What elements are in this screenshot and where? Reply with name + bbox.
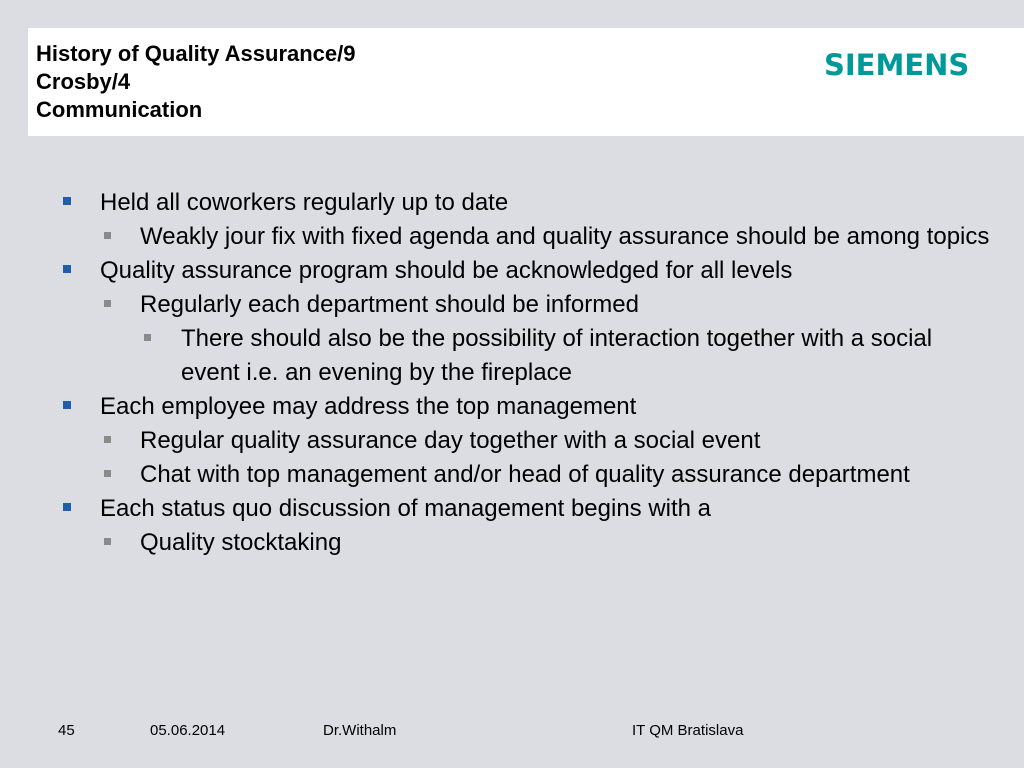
bullet-list (60, 186, 990, 560)
title-line-2: Crosby/4 (36, 69, 131, 94)
bullet-square-icon (144, 334, 151, 341)
sub-bullet-item (60, 526, 990, 560)
sub-bullet-item (60, 424, 990, 458)
slide-header (28, 28, 1024, 136)
title-line-1: History of Quality Assurance/9 (36, 41, 356, 66)
bullet-square-icon (104, 436, 111, 443)
bullet-text: Held all coworkers regularly up to date (100, 189, 509, 216)
bullet-item (60, 492, 990, 526)
sub-bullet-item (60, 220, 990, 254)
footer-date: 05.06.2014 (150, 722, 226, 739)
bullet-text: Weakly jour fix with fixed agenda and quality assurance should be among topics (140, 223, 990, 250)
bullet-square-icon (104, 470, 111, 477)
bullet-square-icon (104, 538, 111, 545)
bullet-text: There should also be the possibility of interaction together with a social event i.e. an evening by the fireplace (181, 325, 933, 386)
bullet-square-icon (104, 300, 111, 307)
footer-author: Dr.Withalm (323, 722, 397, 739)
siemens-logo: SIEMENS (824, 48, 970, 82)
bullet-text: Each employee may address the top management (100, 393, 637, 420)
bullet-item (60, 186, 990, 220)
bullet-square-icon (63, 503, 71, 511)
slide-title (36, 40, 356, 124)
bullet-square-icon (63, 265, 71, 273)
bullet-square-icon (63, 401, 71, 409)
sub-bullet-item (60, 458, 990, 492)
page-number: 45 (58, 722, 75, 739)
bullet-text: Chat with top management and/or head of quality assurance department (140, 461, 910, 488)
bullet-text: Each status quo discussion of management begins with a (100, 495, 712, 522)
footer-organization: IT QM Bratislava (632, 722, 744, 739)
bullet-text: Quality assurance program should be acknowledged for all levels (100, 257, 793, 284)
bullet-item (60, 390, 990, 424)
title-line-3: Communication (36, 97, 203, 122)
bullet-square-icon (63, 197, 71, 205)
bullet-text: Quality stocktaking (140, 529, 342, 556)
bullet-text: Regularly each department should be informed (140, 291, 639, 318)
sub-sub-bullet-item (60, 322, 990, 390)
sub-bullet-item (60, 288, 990, 322)
bullet-square-icon (104, 232, 111, 239)
bullet-item (60, 254, 990, 288)
bullet-text: Regular quality assurance day together with a social event (140, 427, 761, 454)
